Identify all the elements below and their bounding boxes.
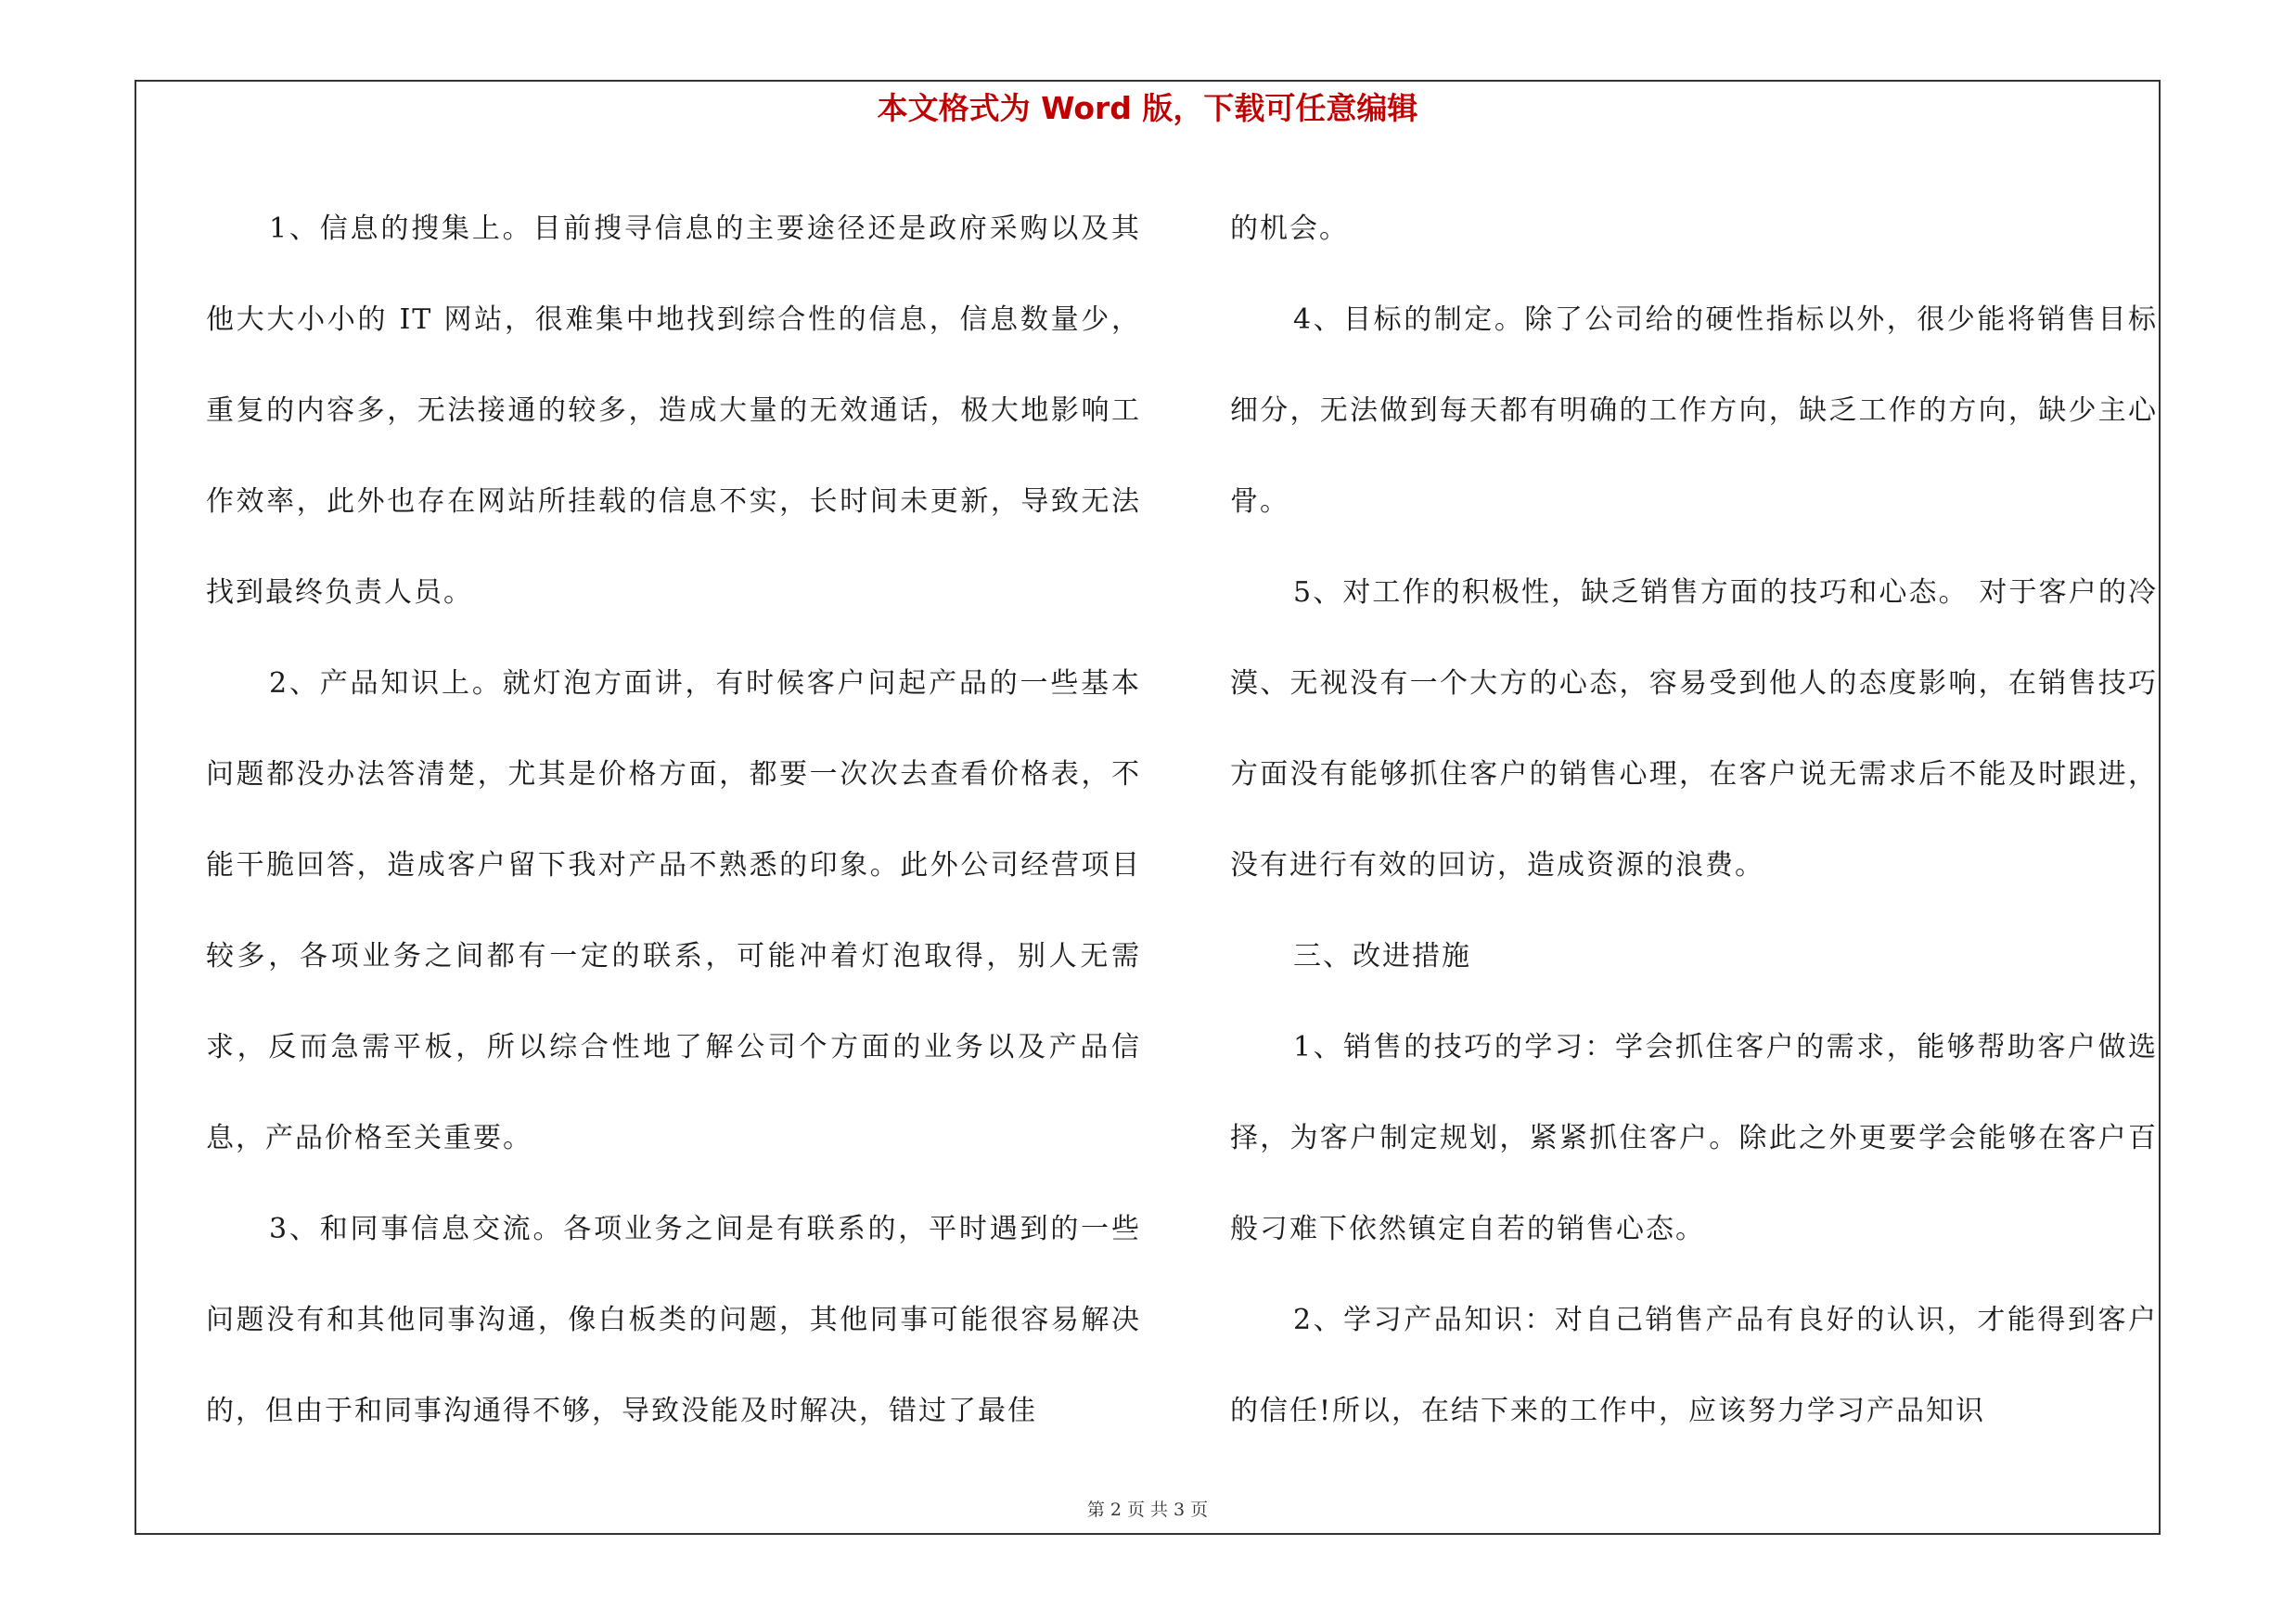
paragraph-sales-skills: 1、销售的技巧的学习：学会抓住客户的需求，能够帮助客户做选择，为客户制定规划，紧紧抓住客户。除此之外更要学会能够在客户百般刁难下依然镇定自若的销售心态。 — [1230, 1031, 2158, 1245]
editable-notice-banner: 本文格式为 Word 版，下载可任意编辑 — [877, 90, 1418, 126]
paragraph-continuation: 的机会。 — [1230, 213, 1349, 245]
paragraph-work-attitude: 5、对工作的积极性，缺乏销售方面的技巧和心态。 对于客户的冷漠、无视没有一个大方的心态，容易受到他人的态度影响，在销售技巧方面没有能够抓住客户的销售心理，在客户说无需求后不能及时跟进，没有进行有效的回访，造成资源的浪费。 — [1230, 576, 2158, 882]
paragraph-learn-product-knowledge: 2、学习产品知识：对自己销售产品有良好的认识，才能得到客户的信任!所以，在结下来的工作中，应该努力学习产品知识 — [1230, 1304, 2158, 1427]
paragraph-product-knowledge: 2、产品知识上。就灯泡方面讲，有时候客户问起产品的一些基本问题都没办法答清楚，尤其是价格方面，都要一次次去查看价格表，不能干脆回答，造成客户留下我对产品不熟悉的印象。此外公司经营项目较多，各项业务之间都有一定的联系，可能冲着灯泡取得，别人无需求，反而急需平板，所以综合性地了解公司个方面的业务以及产品信息，产品价格至关重要。 — [206, 667, 1141, 1154]
page-number-footer: 第 2 页 共 3 页 — [1086, 1500, 1209, 1520]
paragraph-colleague-communication: 3、和同事信息交流。各项业务之间是有联系的，平时遇到的一些问题没有和其他同事沟通，像白板类的问题，其他同事可能很容易解决的，但由于和同事沟通得不够，导致没能及时解决，错过了最佳 — [206, 1213, 1141, 1427]
paragraph-goal-setting: 4、目标的制定。除了公司给的硬性指标以外，很少能将销售目标细分，无法做到每天都有明确的工作方向，缺乏工作的方向，缺少主心骨。 — [1230, 303, 2158, 518]
section-heading-improvements: 三、改进措施 — [1293, 940, 1471, 973]
paragraph-info-collection: 1、信息的搜集上。目前搜寻信息的主要途径还是政府采购以及其他大大小小的 IT 网站，很难集中地找到综合性的信息，信息数量少，重复的内容多，无法接通的较多，造成大量的无效通话，极大地影响工作效率，此外也存在网站所挂载的信息不实，长时间未更新，导致无法找到最终负责人员。 — [206, 213, 1141, 609]
right-text-column — [1230, 184, 2158, 1457]
left-text-column — [206, 184, 1141, 1457]
